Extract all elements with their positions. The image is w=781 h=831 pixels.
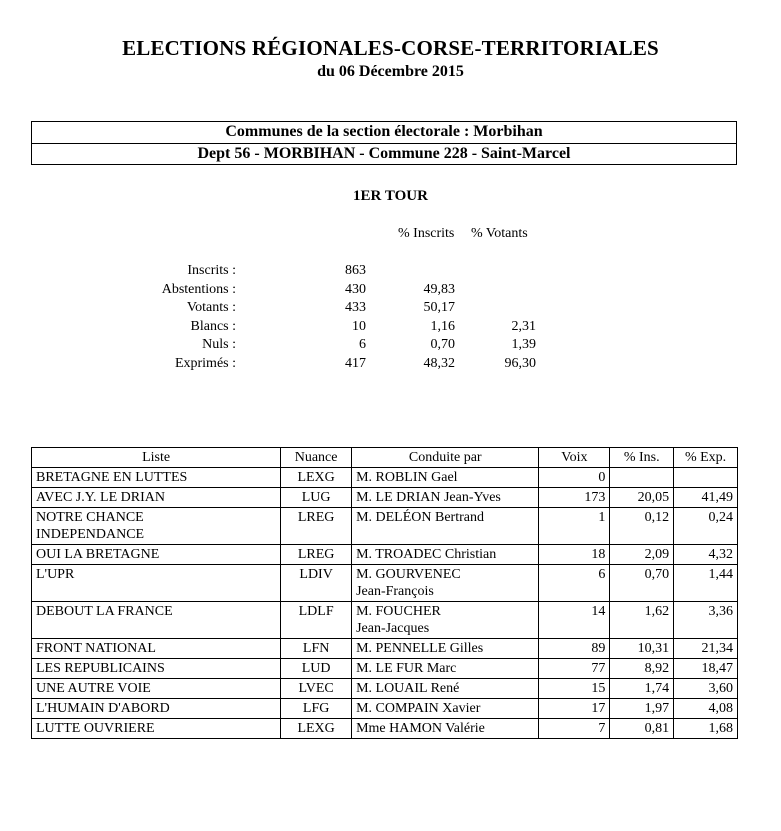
cell-conduite: M. LE FUR Marc xyxy=(352,659,539,679)
cell-conduite: M. TROADEC Christian xyxy=(352,545,539,565)
cell-nuance: LEXG xyxy=(281,719,352,739)
cell-pct-exp: 3,36 xyxy=(674,602,738,639)
cell-voix: 77 xyxy=(539,659,610,679)
cell-pct-exp xyxy=(674,468,738,488)
cell-liste: NOTRE CHANCE INDEPENDANCE xyxy=(32,508,281,545)
stat-label: Nuls : xyxy=(202,337,236,352)
cell-nuance: LDLF xyxy=(281,602,352,639)
table-row xyxy=(32,602,738,639)
stat-value: 10 xyxy=(352,319,366,334)
stat-pct-votants: 96,30 xyxy=(504,356,536,371)
stat-pct-inscrits: 49,83 xyxy=(423,282,455,297)
cell-pct-ins: 8,92 xyxy=(610,659,674,679)
cell-nuance: LVEC xyxy=(281,679,352,699)
stat-pct-inscrits: 0,70 xyxy=(430,337,455,352)
cell-liste: L'HUMAIN D'ABORD xyxy=(32,699,281,719)
cell-nuance: LFG xyxy=(281,699,352,719)
stat-value: 433 xyxy=(345,300,366,315)
cell-conduite: M. FOUCHER Jean-Jacques xyxy=(352,602,539,639)
cell-pct-exp: 0,24 xyxy=(674,508,738,545)
cell-voix: 0 xyxy=(539,468,610,488)
table-row xyxy=(32,679,738,699)
table-row xyxy=(32,488,738,508)
stat-pct-inscrits: 1,16 xyxy=(430,319,455,334)
stat-pct-inscrits: 50,17 xyxy=(423,300,455,315)
cell-pct-ins: 0,70 xyxy=(610,565,674,602)
table-row xyxy=(32,468,738,488)
cell-conduite: M. LE DRIAN Jean-Yves xyxy=(352,488,539,508)
cell-conduite: M. DELÉON Bertrand xyxy=(352,508,539,545)
cell-pct-exp: 1,68 xyxy=(674,719,738,739)
table-row xyxy=(32,508,738,545)
cell-nuance: LREG xyxy=(281,508,352,545)
table-row xyxy=(32,719,738,739)
cell-liste: LUTTE OUVRIERE xyxy=(32,719,281,739)
commune-box xyxy=(31,121,737,165)
cell-liste: BRETAGNE EN LUTTES xyxy=(32,468,281,488)
cell-pct-exp: 3,60 xyxy=(674,679,738,699)
commune-divider xyxy=(32,143,736,144)
stat-value: 863 xyxy=(345,263,366,278)
results-header-row xyxy=(32,448,738,468)
col-header-pct-exp: % Exp. xyxy=(674,448,738,468)
cell-liste: FRONT NATIONAL xyxy=(32,639,281,659)
cell-liste: L'UPR xyxy=(32,565,281,602)
results-body xyxy=(32,468,738,739)
stat-label: Inscrits : xyxy=(187,263,236,278)
commune-section-line: Communes de la section électorale : Morbihan xyxy=(225,123,543,140)
table-row xyxy=(32,545,738,565)
table-row xyxy=(32,565,738,602)
table-row xyxy=(32,699,738,719)
cell-conduite: M. ROBLIN Gael xyxy=(352,468,539,488)
stat-pct-votants: 2,31 xyxy=(511,319,536,334)
cell-nuance: LEXG xyxy=(281,468,352,488)
election-date: du 06 Décembre 2015 xyxy=(317,63,464,80)
cell-voix: 6 xyxy=(539,565,610,602)
cell-voix: 18 xyxy=(539,545,610,565)
stat-pct-votants: 1,39 xyxy=(511,337,536,352)
col-header-nuance: Nuance xyxy=(281,448,352,468)
tour-heading: 1ER TOUR xyxy=(353,188,428,204)
cell-liste: DEBOUT LA FRANCE xyxy=(32,602,281,639)
stat-label: Abstentions : xyxy=(161,282,236,297)
cell-pct-ins: 2,09 xyxy=(610,545,674,565)
col-header-pct-ins: % Ins. xyxy=(610,448,674,468)
cell-pct-ins: 0,12 xyxy=(610,508,674,545)
page-title: ELECTIONS RÉGIONALES-CORSE-TERRITORIALES xyxy=(122,36,659,60)
stat-value: 6 xyxy=(359,337,366,352)
cell-nuance: LREG xyxy=(281,545,352,565)
cell-liste: UNE AUTRE VOIE xyxy=(32,679,281,699)
stats-header-pct-votants: % Votants xyxy=(471,226,528,241)
cell-liste: OUI LA BRETAGNE xyxy=(32,545,281,565)
stat-value: 417 xyxy=(345,356,366,371)
cell-conduite: Mme HAMON Valérie xyxy=(352,719,539,739)
cell-voix: 1 xyxy=(539,508,610,545)
table-row xyxy=(32,659,738,679)
cell-voix: 173 xyxy=(539,488,610,508)
cell-pct-exp: 1,44 xyxy=(674,565,738,602)
cell-conduite: M. COMPAIN Xavier xyxy=(352,699,539,719)
cell-conduite: M. PENNELLE Gilles xyxy=(352,639,539,659)
col-header-liste: Liste xyxy=(32,448,281,468)
cell-liste: LES REPUBLICAINS xyxy=(32,659,281,679)
stat-pct-inscrits: 48,32 xyxy=(423,356,455,371)
stat-label: Votants : xyxy=(186,300,236,315)
cell-voix: 15 xyxy=(539,679,610,699)
stat-value: 430 xyxy=(345,282,366,297)
stats-header-pct-inscrits: % Inscrits xyxy=(398,226,455,241)
cell-pct-exp: 21,34 xyxy=(674,639,738,659)
cell-pct-exp: 4,32 xyxy=(674,545,738,565)
cell-pct-ins: 1,62 xyxy=(610,602,674,639)
col-header-voix: Voix xyxy=(539,448,610,468)
cell-conduite: M. LOUAIL René xyxy=(352,679,539,699)
commune-dept-line: Dept 56 - MORBIHAN - Commune 228 - Saint-Marcel xyxy=(197,145,571,162)
results-table xyxy=(31,447,738,739)
cell-pct-exp: 41,49 xyxy=(674,488,738,508)
stat-label: Blancs : xyxy=(190,319,236,334)
col-header-conduite: Conduite par xyxy=(352,448,539,468)
cell-voix: 14 xyxy=(539,602,610,639)
cell-conduite: M. GOURVENEC Jean-François xyxy=(352,565,539,602)
cell-voix: 7 xyxy=(539,719,610,739)
cell-nuance: LUD xyxy=(281,659,352,679)
cell-pct-ins: 1,74 xyxy=(610,679,674,699)
cell-nuance: LFN xyxy=(281,639,352,659)
cell-pct-ins xyxy=(610,468,674,488)
cell-pct-ins: 1,97 xyxy=(610,699,674,719)
stat-label: Exprimés : xyxy=(174,356,236,371)
cell-pct-exp: 18,47 xyxy=(674,659,738,679)
cell-liste: AVEC J.Y. LE DRIAN xyxy=(32,488,281,508)
cell-voix: 89 xyxy=(539,639,610,659)
cell-pct-ins: 20,05 xyxy=(610,488,674,508)
cell-pct-ins: 0,81 xyxy=(610,719,674,739)
cell-pct-exp: 4,08 xyxy=(674,699,738,719)
cell-nuance: LUG xyxy=(281,488,352,508)
table-row xyxy=(32,639,738,659)
cell-pct-ins: 10,31 xyxy=(610,639,674,659)
cell-nuance: LDIV xyxy=(281,565,352,602)
cell-voix: 17 xyxy=(539,699,610,719)
